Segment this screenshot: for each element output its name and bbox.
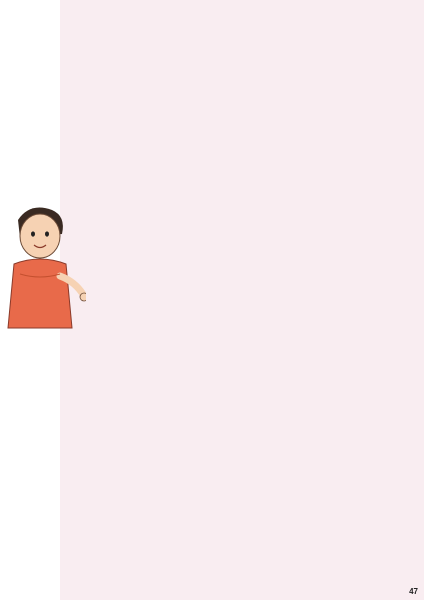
page-footer xyxy=(343,586,418,596)
text-column-2 xyxy=(170,8,280,580)
page-number: 47 xyxy=(409,586,418,596)
cartoon-person-icon xyxy=(0,200,86,330)
text-column-3 xyxy=(286,8,418,580)
